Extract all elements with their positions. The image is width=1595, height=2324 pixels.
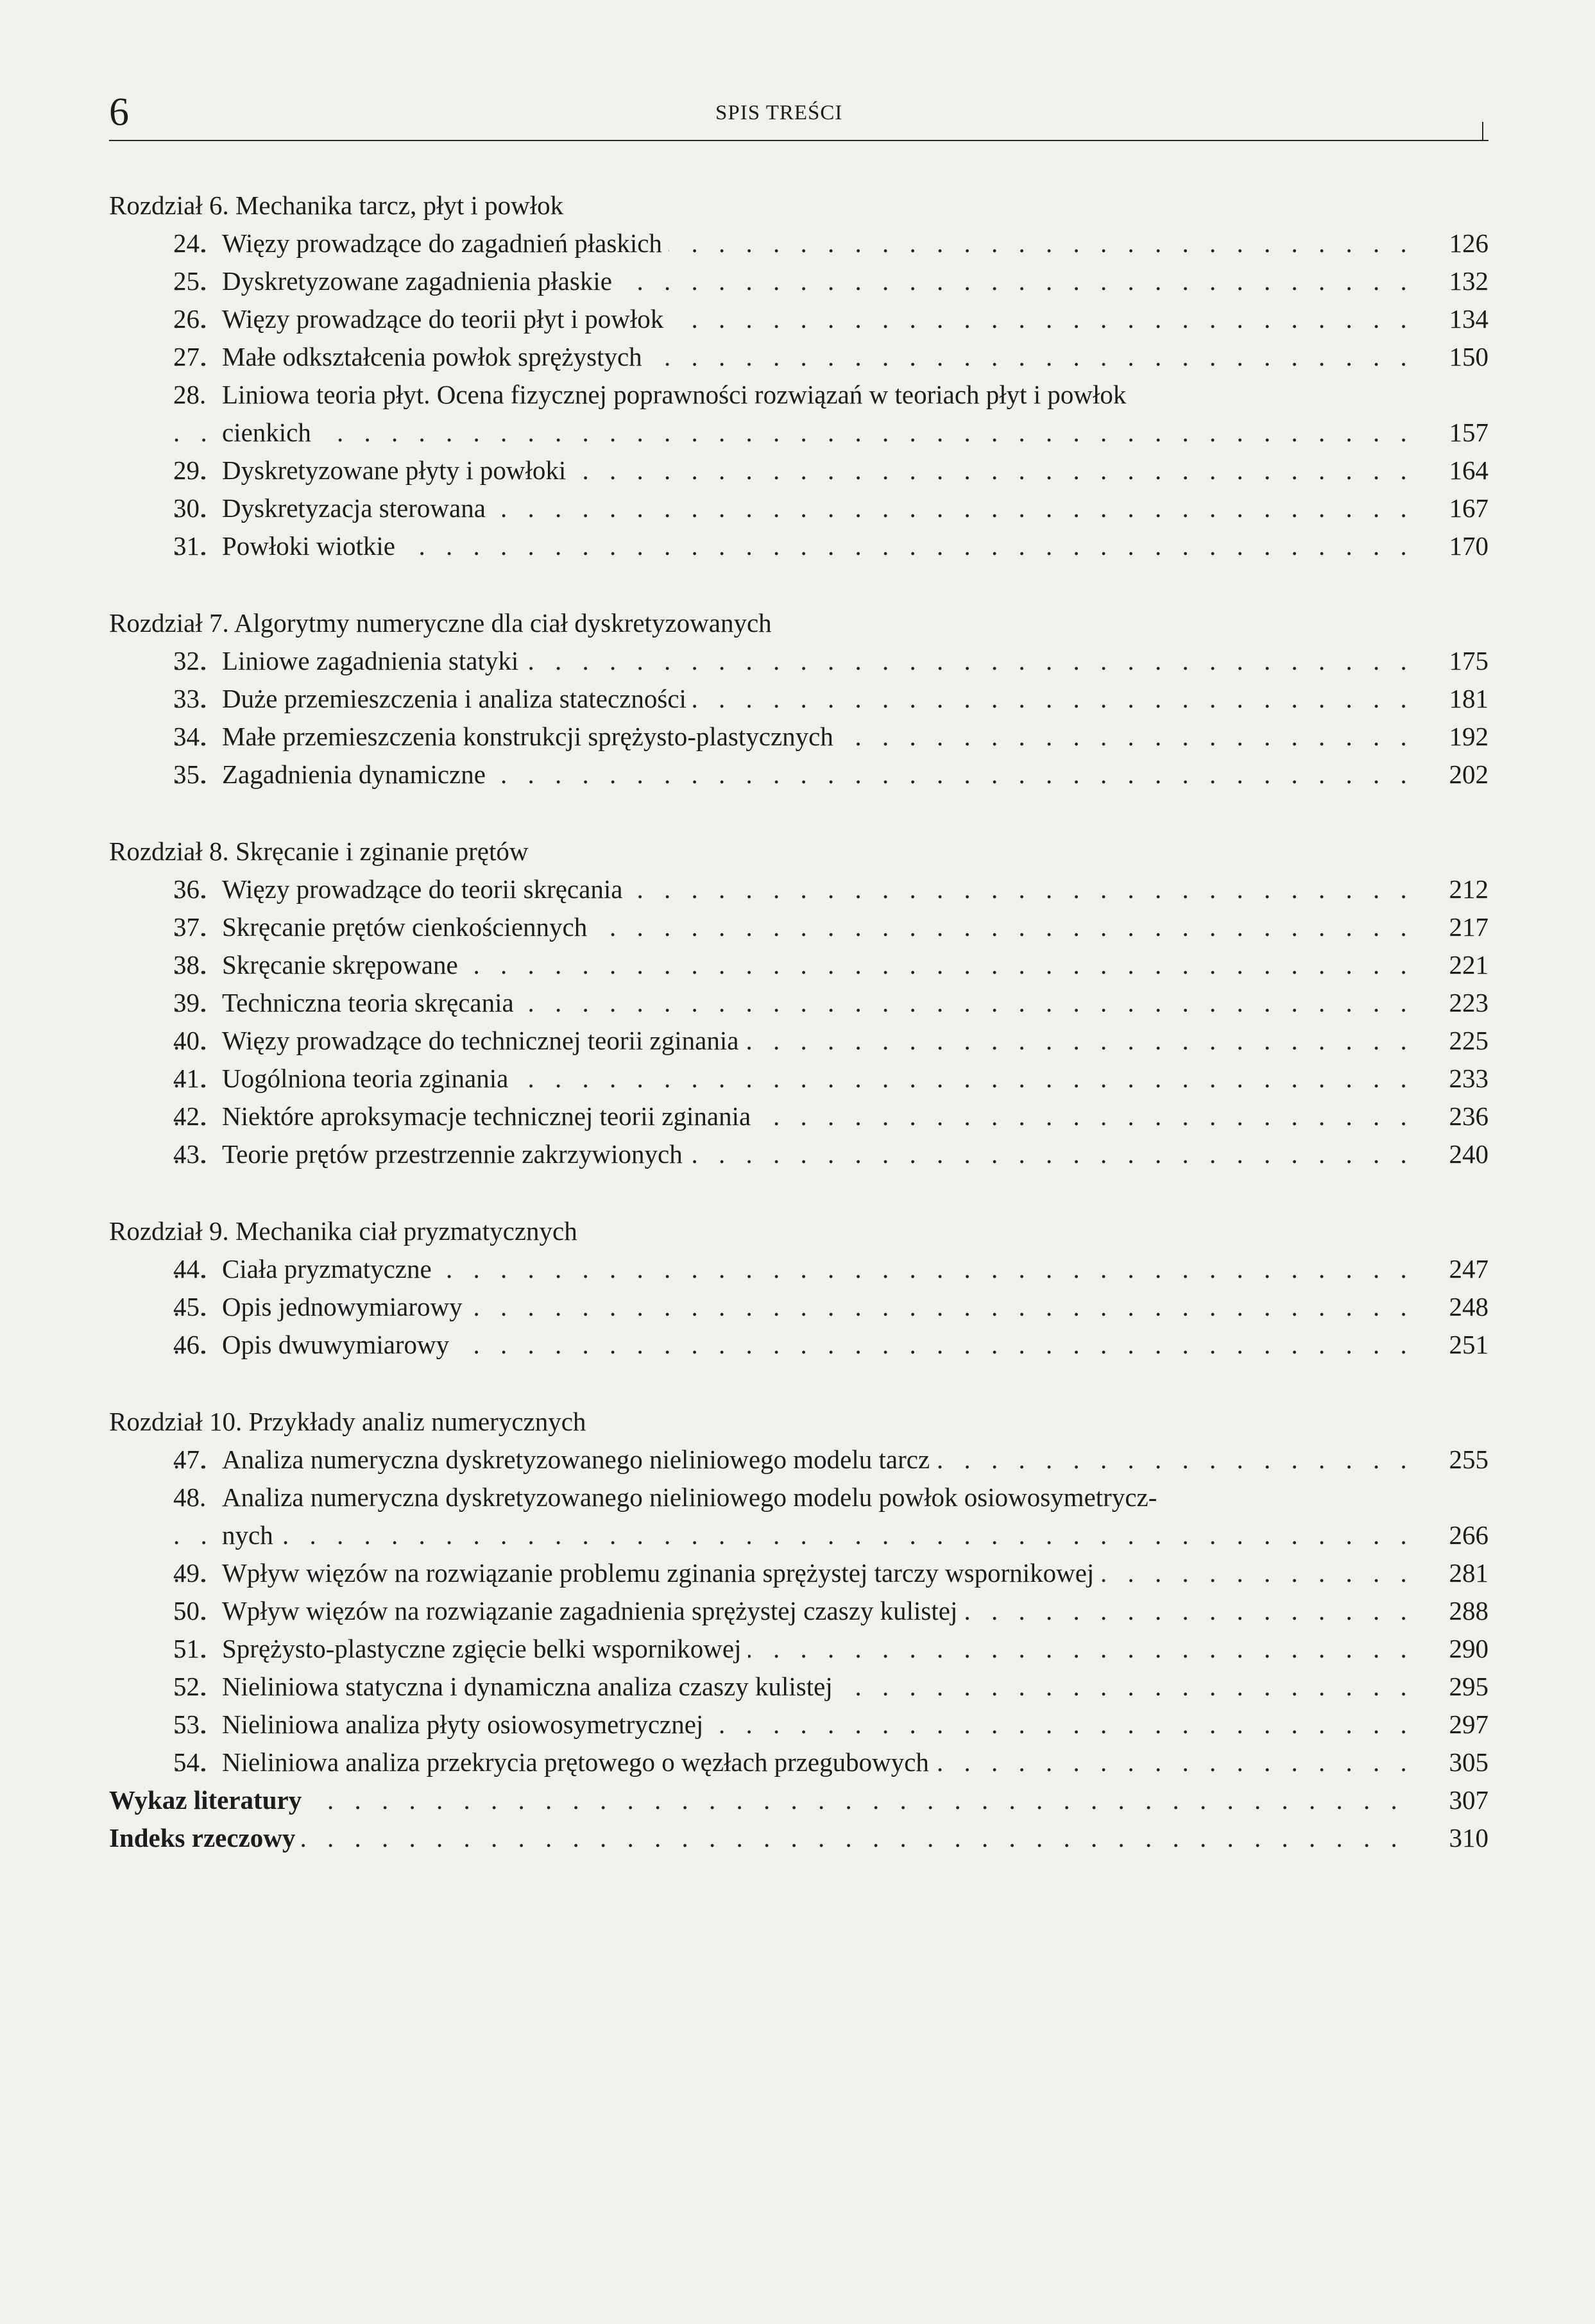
toc-entry[interactable] (109, 1668, 1488, 1706)
entry-page-number: 255 (1418, 1441, 1488, 1479)
toc-entry[interactable] (109, 1288, 1488, 1326)
chapter-title: Rozdział 9. Mechanika ciał pryzmatycznych (109, 1216, 577, 1246)
toc-entry[interactable] (109, 489, 1488, 527)
back-matter (109, 1781, 1488, 1857)
header-rule (109, 140, 1488, 141)
toc-entry[interactable] (109, 1479, 1488, 1554)
entry-number: 48. (173, 1482, 207, 1512)
entry-page-number: 240 (1418, 1135, 1488, 1173)
toc-entry[interactable] (109, 756, 1488, 793)
entry-number: 29. (173, 455, 207, 485)
entry-page-number: 290 (1418, 1630, 1488, 1668)
entry-number: 50. (173, 1596, 207, 1625)
entry-page-number: 217 (1418, 908, 1488, 946)
entry-number: 52. (173, 1672, 207, 1701)
toc-entry[interactable] (109, 527, 1488, 565)
entry-number: 26. (173, 304, 207, 334)
entry-page-number: 202 (1418, 756, 1488, 793)
toc-entry[interactable] (109, 376, 1488, 452)
entry-page-number: 132 (1418, 262, 1488, 300)
entry-title: Liniowa teoria płyt. Ocena fizycznej poprawności rozwiązań w teoriach płyt i powłok (222, 380, 1127, 409)
entry-title: Więzy prowadzące do technicznej teorii zginania (222, 1026, 745, 1055)
toc-entry[interactable] (109, 870, 1488, 908)
entry-page-number: 310 (1418, 1819, 1488, 1857)
entry-title: Wykaz literatury (109, 1785, 308, 1815)
entry-page-number: 248 (1418, 1288, 1488, 1326)
entry-number: 33. (173, 684, 207, 713)
toc-entry-back-matter[interactable] (109, 1781, 1488, 1819)
toc-entry[interactable] (109, 1250, 1488, 1288)
toc-entry[interactable] (109, 452, 1488, 489)
entry-number: 47. (173, 1445, 207, 1474)
entry-number: 31. (173, 531, 207, 561)
entry-page-number: 221 (1418, 946, 1488, 984)
chapter-title: Rozdział 6. Mechanika tarcz, płyt i powłok (109, 191, 564, 220)
toc-entry[interactable] (109, 1706, 1488, 1743)
entry-number: 38. (173, 950, 207, 980)
chapter-section (109, 1212, 1488, 1364)
entry-page-number: 281 (1418, 1554, 1488, 1592)
chapter-section (109, 1402, 1488, 1781)
entry-number: 49. (173, 1558, 207, 1588)
entry-page-number: 170 (1418, 527, 1488, 565)
entry-number: 44. (173, 1254, 207, 1284)
entry-number: 24. (173, 228, 207, 258)
entry-page-number: 247 (1418, 1250, 1488, 1288)
entry-number: 45. (173, 1292, 207, 1321)
toc-entry[interactable] (109, 642, 1488, 680)
entry-page-number: 157 (1418, 414, 1488, 452)
toc-entry[interactable] (109, 1098, 1488, 1135)
toc-entry[interactable] (109, 1135, 1488, 1173)
entry-title: Uogólniona teoria zginania (222, 1064, 515, 1093)
entry-number: 51. (173, 1634, 207, 1663)
entry-title: Nieliniowa analiza płyty osiowosymetrycznej (222, 1709, 710, 1739)
entry-title: Opis jednowymiarowy (222, 1292, 469, 1321)
entry-title: Małe odkształcenia powłok sprężystych (222, 342, 649, 371)
entry-title: Dyskretyzowane płyty i powłoki (222, 455, 572, 485)
entry-title: Zagadnienia dynamiczne (222, 759, 492, 789)
entry-title: Więzy prowadzące do teorii płyt i powłok (222, 304, 670, 334)
entry-number: 53. (173, 1709, 207, 1739)
entry-page-number: 233 (1418, 1060, 1488, 1098)
entry-number: 42. (173, 1101, 207, 1131)
entry-page-number: 150 (1418, 338, 1488, 376)
header-rule-tick (1482, 122, 1483, 141)
toc-entry[interactable] (109, 225, 1488, 262)
entry-page-number: 266 (1418, 1516, 1488, 1554)
chapter-section (109, 832, 1488, 1173)
entry-page-number: 307 (1418, 1781, 1488, 1819)
toc-entry[interactable] (109, 1630, 1488, 1668)
toc-entry[interactable] (109, 1022, 1488, 1060)
chapter-section (109, 186, 1488, 565)
entry-number: 34. (173, 722, 207, 751)
entry-page-number: 251 (1418, 1326, 1488, 1364)
entry-page-number: 305 (1418, 1743, 1488, 1781)
entry-number: 28. (173, 380, 207, 409)
entry-title: Liniowe zagadnienia statyki (222, 646, 525, 675)
entry-number: 27. (173, 342, 207, 371)
chapter-title: Rozdział 10. Przykłady analiz numerycznych (109, 1407, 586, 1436)
entry-number: 37. (173, 912, 207, 942)
entry-title: Małe przemieszczenia konstrukcji sprężysto-plastycznych (222, 722, 840, 751)
entry-page-number: 181 (1418, 680, 1488, 718)
entry-title: Więzy prowadzące do zagadnień płaskich (222, 228, 669, 258)
entry-title: Teorie prętów przestrzennie zakrzywionych (222, 1139, 689, 1169)
toc-entry[interactable] (109, 1743, 1488, 1781)
entry-page-number: 212 (1418, 870, 1488, 908)
entry-number: 43. (173, 1139, 207, 1169)
entry-number: 54. (173, 1747, 207, 1777)
entry-page-number: 167 (1418, 489, 1488, 527)
entry-page-number: 297 (1418, 1706, 1488, 1743)
chapter-section (109, 604, 1488, 793)
entry-title: Analiza numeryczna dyskretyzowanego nieliniowego modelu tarcz (222, 1445, 936, 1474)
toc-entry[interactable] (109, 338, 1488, 376)
toc-entry[interactable] (109, 984, 1488, 1022)
entry-title: Dyskretyzacja sterowana (222, 493, 492, 523)
entry-page-number: 175 (1418, 642, 1488, 680)
entry-number: 39. (173, 988, 207, 1017)
entry-title: Skręcanie skrępowane (222, 950, 465, 980)
entry-page-number: 223 (1418, 984, 1488, 1022)
entry-number: 35. (173, 759, 207, 789)
entry-title: Niektóre aproksymacje technicznej teorii zginania (222, 1101, 757, 1131)
entry-title-continuation: nych (222, 1520, 280, 1550)
entry-page-number: 288 (1418, 1592, 1488, 1630)
toc-entry[interactable] (109, 1592, 1488, 1630)
toc-entry[interactable] (109, 718, 1488, 756)
table-of-contents (109, 186, 1488, 1857)
entry-number: 41. (173, 1064, 207, 1093)
running-header (109, 90, 1488, 141)
toc-entry[interactable] (109, 680, 1488, 718)
entry-title-continuation: cienkich (222, 418, 318, 447)
entry-page-number: 134 (1418, 300, 1488, 338)
toc-entry[interactable] (109, 1554, 1488, 1592)
entry-page-number: 236 (1418, 1098, 1488, 1135)
entry-page-number: 164 (1418, 452, 1488, 489)
entry-number: 40. (173, 1026, 207, 1055)
toc-entry[interactable] (109, 908, 1488, 946)
toc-entry[interactable] (109, 1326, 1488, 1364)
entry-title: Powłoki wiotkie (222, 531, 402, 561)
toc-entry[interactable] (109, 300, 1488, 338)
entry-title: Opis dwuwymiarowy (222, 1330, 456, 1359)
entry-number: 25. (173, 266, 207, 296)
entry-title: Sprężysto-plastyczne zgięcie belki wspornikowej (222, 1634, 748, 1663)
page-number: 6 (109, 90, 129, 134)
entry-title: Wpływ więzów na rozwiązanie zagadnienia sprężystej czaszy kulistej (222, 1596, 964, 1625)
entry-number: 36. (173, 874, 207, 904)
entry-title: Analiza numeryczna dyskretyzowanego nieliniowego modelu powłok osiowosymetrycz- (222, 1482, 1157, 1512)
toc-entry[interactable] (109, 262, 1488, 300)
toc-entry[interactable] (109, 1441, 1488, 1479)
entry-title: Duże przemieszczenia i analiza stateczności (222, 684, 693, 713)
entry-page-number: 126 (1418, 225, 1488, 262)
entry-title: Więzy prowadzące do teorii skręcania (222, 874, 629, 904)
entry-number: 32. (173, 646, 207, 675)
running-title: SPIS TREŚCI (715, 101, 843, 124)
entry-number: 30. (173, 493, 207, 523)
entry-title: Ciała pryzmatyczne (222, 1254, 438, 1284)
entry-title: Nieliniowa statyczna i dynamiczna analiza czaszy kulistej (222, 1672, 839, 1701)
chapter-title: Rozdział 8. Skręcanie i zginanie prętów (109, 836, 529, 866)
entry-title: Nieliniowa analiza przekrycia prętowego o węzłach przegubowych (222, 1747, 935, 1777)
toc-entry[interactable] (109, 946, 1488, 984)
toc-entry-back-matter[interactable] (109, 1819, 1488, 1857)
entry-page-number: 192 (1418, 718, 1488, 756)
entry-page-number: 225 (1418, 1022, 1488, 1060)
entry-number: 46. (173, 1330, 207, 1359)
entry-title: Dyskretyzowane zagadnienia płaskie (222, 266, 618, 296)
entry-title: Wpływ więzów na rozwiązanie problemu zginania sprężystej tarczy wspornikowej (222, 1558, 1100, 1588)
entry-title: Indeks rzeczowy (109, 1823, 302, 1853)
entry-title: Skręcanie prętów cienkościennych (222, 912, 593, 942)
entry-title: Techniczna teoria skręcania (222, 988, 520, 1017)
toc-entry[interactable] (109, 1060, 1488, 1098)
entry-page-number: 295 (1418, 1668, 1488, 1706)
chapter-title: Rozdział 7. Algorytmy numeryczne dla ciał dyskretyzowanych (109, 608, 772, 638)
